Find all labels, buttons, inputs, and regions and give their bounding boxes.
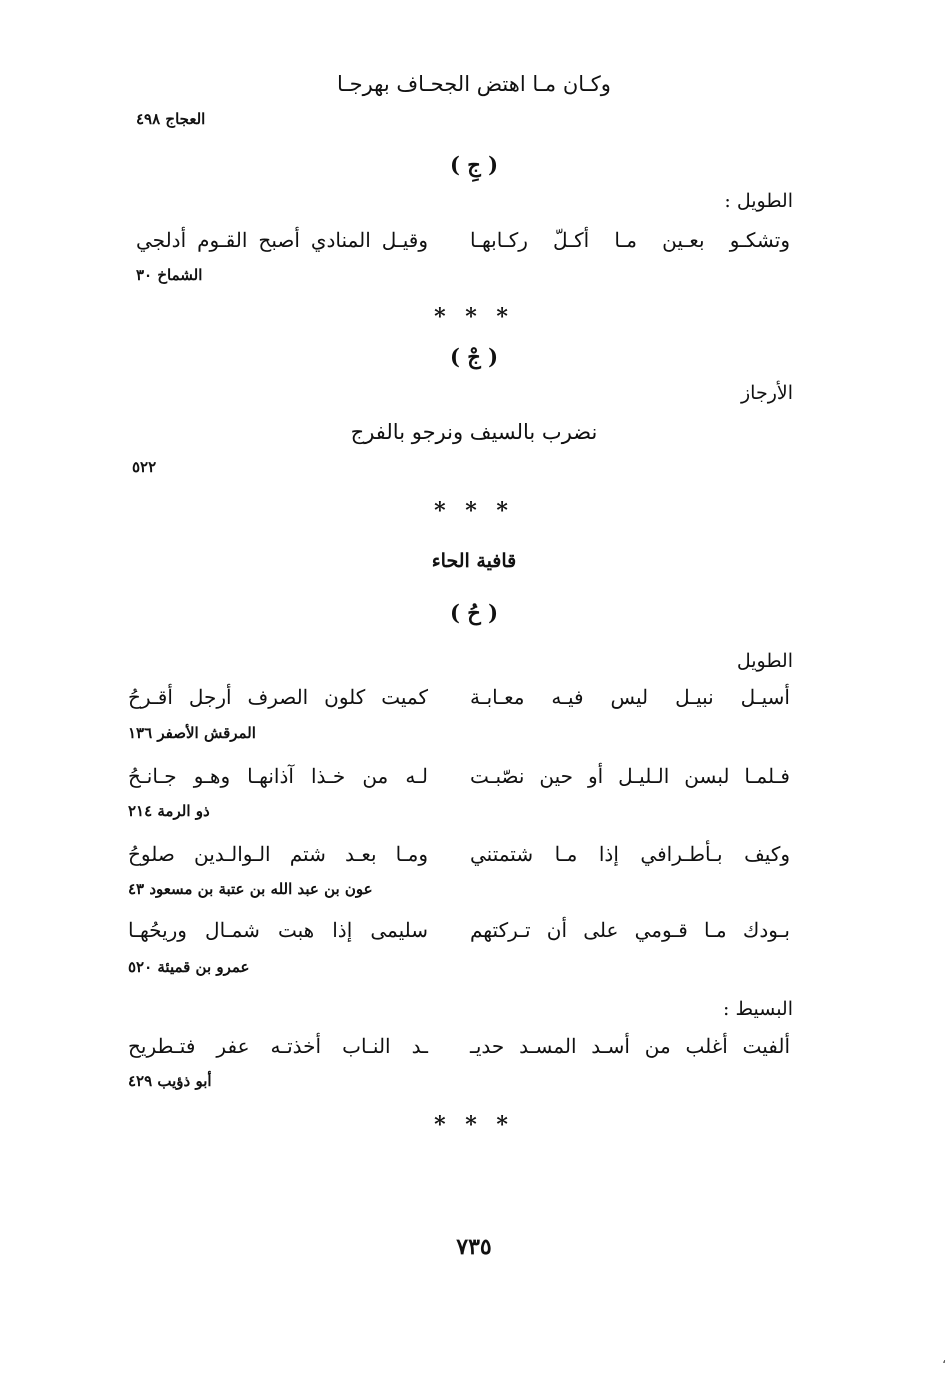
- meter-tawil-2: الطويل: [736, 650, 793, 672]
- verse-left-hemistich: ـد النـاب أخذتـه عفر فتـطريح: [128, 1034, 428, 1058]
- edge-mark: ،: [942, 1352, 946, 1366]
- top-attribution: العجاج ٤٩٨: [136, 110, 206, 128]
- verse-left-hemistich: كميت كلون الصرف أرجل أقـرحُ: [128, 685, 428, 709]
- heading-ha-damma: ( حُ ): [449, 600, 499, 625]
- verse-right-hemistich: بـودك مـا قـومي على أن تـركتهم: [470, 918, 790, 942]
- section-divider-stars: * * *: [434, 498, 514, 524]
- meter-tawil-1: الطويل :: [724, 190, 793, 212]
- rajaz-verse: نضرب بالسيف ونرجو بالفرج: [350, 420, 598, 444]
- verse-right-hemistich: أسيـل نبيـل ليس فيـه معـابـة: [470, 685, 790, 709]
- attribution: الشماخ ٣٠: [136, 266, 203, 284]
- section-divider-stars: * * *: [434, 304, 514, 330]
- verse-right-hemistich: وتشكـو بعـين مـا أكـلّ ركـابهـا: [470, 228, 790, 252]
- attribution: أبو ذؤيب ٤٢٩: [128, 1072, 212, 1090]
- attribution: المرقش الأصفر ١٣٦: [128, 724, 256, 742]
- page-number: ٧٣٥: [456, 1234, 492, 1260]
- verse-left-hemistich: وقيـل المنادي أصبح القـوم أدلجي: [136, 228, 428, 252]
- verse-right-hemistich: فـلمـا لبسن الـليـل أو حين نصّبـت: [470, 764, 790, 788]
- meter-basit: البسيط :: [723, 998, 793, 1020]
- top-verse: وكـان مـا اهتض الجحـاف بهرجـا: [337, 72, 611, 96]
- attribution: ذو الرمة ٢١٤: [128, 802, 210, 820]
- meter-arjaz: الأرجاز: [741, 382, 793, 404]
- attribution: عون بن عبد الله بن عتبة بن مسعود ٤٣: [128, 880, 373, 898]
- heading-jim-sukun: ( جْ ): [449, 344, 499, 369]
- attribution: عمرو بن قميئة ٥٢٠: [128, 958, 250, 976]
- heading-jim-kasra: ( جِ ): [449, 152, 499, 177]
- rhyme-section-title: قافية الحاء: [431, 550, 517, 572]
- verse-right-hemistich: ألفيت أغلب من أسـد المسـد حديـ: [470, 1034, 790, 1058]
- verse-right-hemistich: وكيف بـأطـرافي إذا مـا شتمتني: [470, 842, 790, 866]
- verse-left-hemistich: لـه من خـذا آذانهـا وهـو جـانـحُ: [128, 764, 428, 788]
- section-divider-stars: * * *: [434, 1112, 514, 1138]
- attribution: ٥٢٢: [132, 458, 157, 476]
- verse-left-hemistich: سليمى إذا هبت شمـال وريحُهـا: [128, 918, 428, 942]
- verse-left-hemistich: ومـا بعـد شتم الـوالـدين صلوحُ: [128, 842, 428, 866]
